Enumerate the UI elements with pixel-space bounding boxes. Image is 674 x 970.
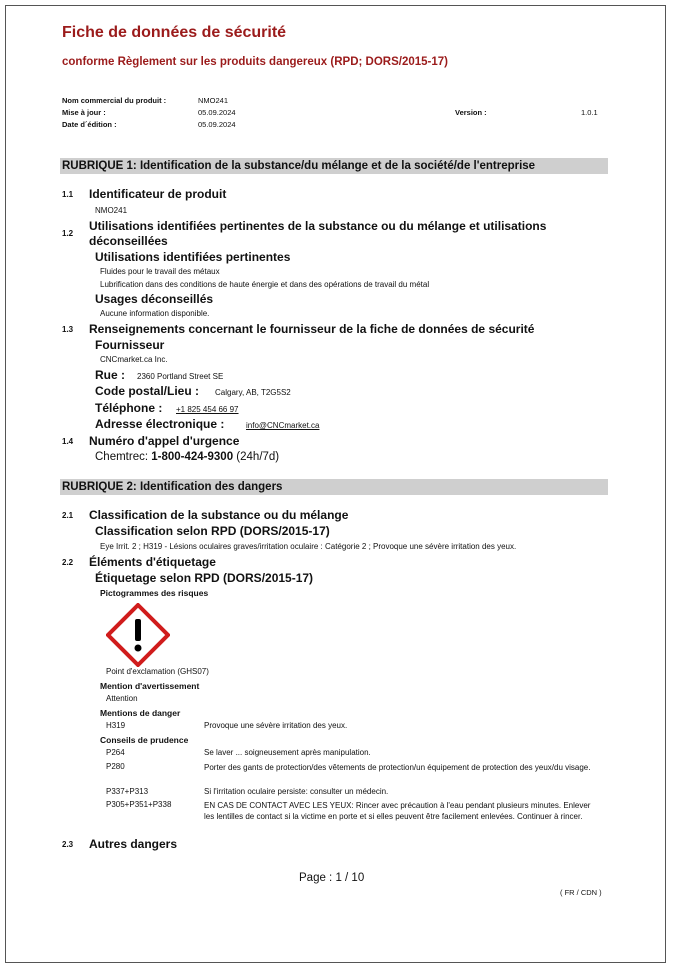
document-subtitle: conforme Règlement sur les produits dangereux (RPD; DORS/2015-17) xyxy=(62,56,448,68)
identified-use-1: Fluides pour le travail des métaux xyxy=(100,267,220,276)
emergency-line xyxy=(95,451,279,463)
ghs07-exclamation-icon xyxy=(106,603,170,667)
precaution-code: P280 xyxy=(106,762,125,771)
section-1-3-number: 1.3 xyxy=(62,325,74,334)
hazard-statements-title: Mentions de danger xyxy=(100,708,181,718)
emergency-prefix: Chemtrec: xyxy=(95,451,149,463)
phone-label: Téléphone : xyxy=(95,401,163,415)
section-1-1-number: 1.1 xyxy=(62,190,74,199)
name-label: Nom commercial du produit : xyxy=(62,96,167,105)
hazard-code: H319 xyxy=(106,721,126,730)
supplier-title: Fournisseur xyxy=(95,338,165,352)
precaution-text: Si l'irritation oculaire persiste: consulter un médecin. xyxy=(204,787,389,796)
identified-use-2: Lubrification dans des conditions de haute énergie et dans des opérations de travail du métal xyxy=(100,280,430,289)
email-label: Adresse électronique : xyxy=(95,417,225,431)
edition-label: Date d´édition : xyxy=(62,120,117,129)
hazard-text: Provoque une sévère irritation des yeux. xyxy=(204,721,348,730)
document-title: Fiche de données de sécurité xyxy=(62,24,287,41)
precaution-text: Se laver ... soigneusement après manipulation. xyxy=(204,748,371,757)
emergency-suffix: (24h/7d) xyxy=(236,451,280,463)
precaution-code: P337+P313 xyxy=(106,787,149,796)
precautionary-title: Conseils de prudence xyxy=(100,735,189,745)
section-2-3-title: Autres dangers xyxy=(89,837,178,851)
labelling-title: Étiquetage selon RPD (DORS/2015-17) xyxy=(95,571,314,585)
section-1-3-title: Renseignements concernant le fournisseur de la fiche de données de sécurité xyxy=(89,322,535,336)
pictogram-caption: Point d'exclamation (GHS07) xyxy=(106,667,209,676)
precaution-text: Porter des gants de protection/des vêtements de protection/un équipement de protection des yeux/du visage. xyxy=(204,763,591,772)
section-1-4-title: Numéro d'appel d'urgence xyxy=(89,434,240,448)
section-1-2-title-line-1: Utilisations identifiées pertinentes de la substance ou du mélange et utilisations xyxy=(89,219,547,233)
section-2-1-number: 2.1 xyxy=(62,511,74,520)
postal-value: Calgary, AB, T2G5S2 xyxy=(215,388,291,397)
pictograms-title: Pictogrammes des risques xyxy=(100,588,209,598)
section-2-bar: RUBRIQUE 2: Identification des dangers xyxy=(60,479,608,495)
version-value: 1.0.1 xyxy=(581,108,598,117)
name-value: NMO241 xyxy=(198,96,229,105)
edition-value: 05.09.2024 xyxy=(198,120,236,129)
section-1-1-title: Identificateur de produit xyxy=(89,187,227,201)
section-2-1-title: Classification de la substance ou du mélange xyxy=(89,508,349,522)
phone-link[interactable]: +1 825 454 66 97 xyxy=(176,405,239,414)
classification-title: Classification selon RPD (DORS/2015-17) xyxy=(95,524,330,538)
emergency-number[interactable]: 1-800-424-9300 xyxy=(151,451,234,463)
postal-label: Code postal/Lieu : xyxy=(95,384,200,398)
section-2-2-number: 2.2 xyxy=(62,558,74,567)
update-label: Mise à jour : xyxy=(62,108,106,117)
locale-code: ( FR / CDN ) xyxy=(560,888,602,897)
supplier-name: CNCmarket.ca Inc. xyxy=(100,355,168,364)
section-2-3-number: 2.3 xyxy=(62,840,74,849)
section-1-4-number: 1.4 xyxy=(62,437,74,446)
precaution-text: EN CAS DE CONTACT AVEC LES YEUX: Rincer avec précaution à l'eau pendant plusieurs minutes. Enlever les lentilles de contact si la victime en porte et si elles peuvent être facilement enlevées. Continuer à rincer. xyxy=(204,801,591,821)
advised-against-value: Aucune information disponible. xyxy=(100,309,210,318)
street-value: 2360 Portland Street SE xyxy=(137,372,224,381)
precaution-code: P305+P351+P338 xyxy=(106,800,172,809)
classification-value: Eye Irrit. 2 ; H319 - Lésions oculaires graves/irritation oculaire : Catégorie 2 ; Provoque une sévère irritation des yeux. xyxy=(100,542,517,551)
email-link[interactable]: info@CNCmarket.ca xyxy=(246,421,320,430)
street-label: Rue : xyxy=(95,368,125,382)
section-1-2-number: 1.2 xyxy=(62,229,74,238)
version-label: Version : xyxy=(455,108,487,117)
section-1-bar: RUBRIQUE 1: Identification de la substance/du mélange et de la société/de l'entreprise xyxy=(60,158,608,174)
product-identifier: NMO241 xyxy=(95,206,128,215)
page-number: Page : 1 / 10 xyxy=(299,872,365,884)
identified-uses-title: Utilisations identifiées pertinentes xyxy=(95,250,291,264)
section-1-2-title-line-2: déconseillées xyxy=(89,234,168,248)
update-value: 05.09.2024 xyxy=(198,108,236,117)
section-2-2-title: Éléments d'étiquetage xyxy=(89,555,216,569)
precaution-code: P264 xyxy=(106,748,125,757)
signal-word-title: Mention d'avertissement xyxy=(100,681,200,691)
signal-word-value: Attention xyxy=(106,694,138,703)
advised-against-title: Usages déconseillés xyxy=(95,292,214,306)
